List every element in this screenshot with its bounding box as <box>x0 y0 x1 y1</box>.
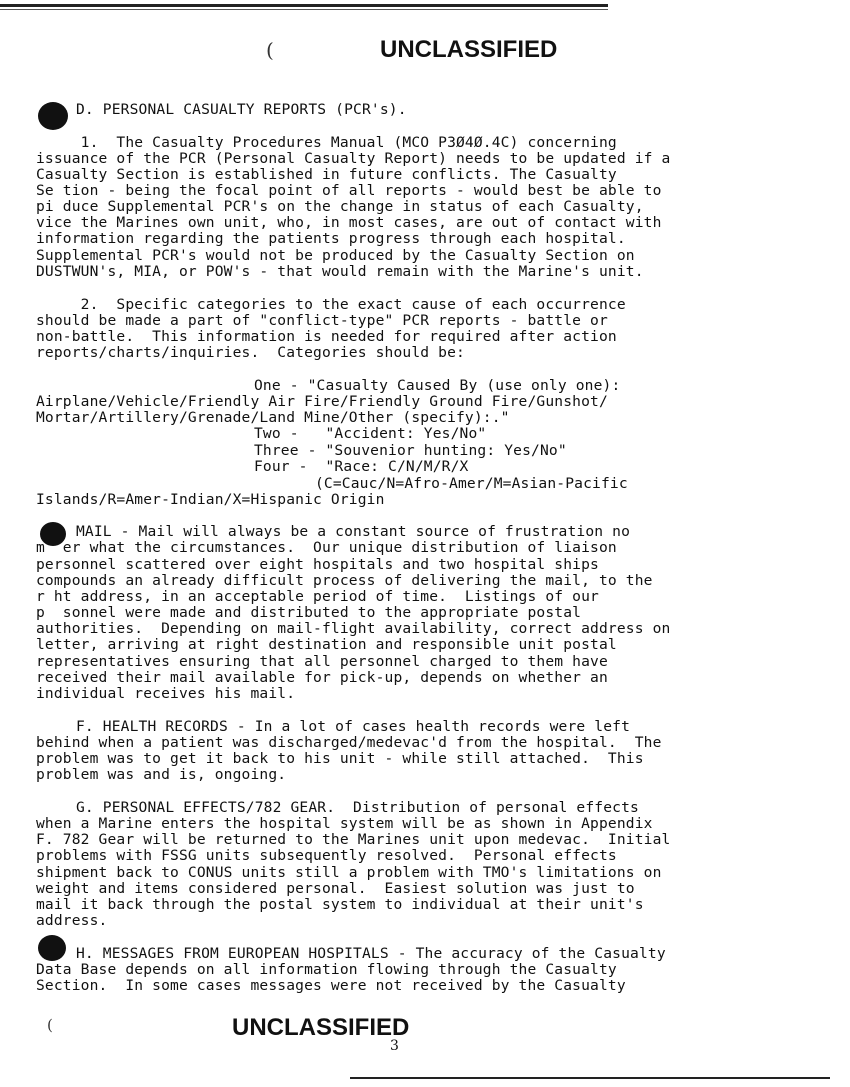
text-line: vice the Marines own unit, who, in most cases, are out of contact with <box>36 214 662 231</box>
text-line: F. 782 Gear will be returned to the Marines unit upon medevac. Initial <box>36 831 671 848</box>
text-line: shipment back to CONUS units still a problem with TMO's limitations on <box>36 864 662 881</box>
text-line: when a Marine enters the hospital system will be as shown in Appendix <box>36 815 653 832</box>
text-line: problems with FSSG units subsequently resolved. Personal effects <box>36 847 617 864</box>
text-line: information regarding the patients progress through each hospital. <box>36 230 626 247</box>
text-line: letter, arriving at right destination and responsible unit postal <box>36 636 617 653</box>
text-line: Supplemental PCR's would not be produced by the Casualty Section on <box>36 247 635 264</box>
text-line: authorities. Depending on mail-flight availability, correct address on <box>36 620 671 637</box>
text-line: Casualty Section is established in future conflicts. The Casualty <box>36 166 617 183</box>
text-line: H. MESSAGES FROM EUROPEAN HOSPITALS - The accuracy of the Casualty <box>76 945 666 962</box>
text-line: DUSTWUN's, MIA, or POW's - that would remain with the Marine's unit. <box>36 263 644 280</box>
punch-hole <box>38 935 66 961</box>
text-line: behind when a patient was discharged/medevac'd from the hospital. The <box>36 734 662 751</box>
text-line: (C=Cauc/N=Afro-Amer/M=Asian-Pacific <box>315 475 628 492</box>
text-line: Section. In some cases messages were not received by the Casualty <box>36 977 626 994</box>
punch-hole <box>38 102 68 130</box>
text-line: MAIL - Mail will always be a constant source of frustration no <box>76 523 631 540</box>
bottom-rule <box>350 1077 830 1079</box>
text-line: G. PERSONAL EFFECTS/782 GEAR. Distribution of personal effects <box>76 799 639 816</box>
classification-header: UNCLASSIFIED <box>380 36 558 63</box>
text-line: address. <box>36 912 108 929</box>
text-line: Airplane/Vehicle/Friendly Air Fire/Friendly Ground Fire/Gunshot/ <box>36 393 608 410</box>
classification-footer: UNCLASSIFIED <box>232 1014 410 1041</box>
text-line: reports/charts/inquiries. Categories should be: <box>36 344 465 361</box>
text-line: received their mail available for pick-up, depends on whether an <box>36 669 608 686</box>
text-line: Islands/R=Amer-Indian/X=Hispanic Origin <box>36 491 385 508</box>
text-line: Three - "Souvenior hunting: Yes/No" <box>254 442 567 459</box>
text-line: representatives ensuring that all personnel charged to them have <box>36 653 608 670</box>
text-line: individual receives his mail. <box>36 685 296 702</box>
text-line: issuance of the PCR (Personal Casualty Report) needs to be updated if a <box>36 150 671 167</box>
text-line: r ht address, in an acceptable period of time. Listings of our <box>36 588 599 605</box>
text-line: problem was and is, ongoing. <box>36 766 287 783</box>
text-line: Two - "Accident: Yes/No" <box>254 425 487 442</box>
text-line: p sonnel were made and distributed to the appropriate postal <box>36 604 582 621</box>
scan-mark: ( <box>266 38 274 62</box>
text-line: Se tion - being the focal point of all reports - would best be able to <box>36 182 662 199</box>
scan-mark: ( <box>47 1016 53 1034</box>
text-line: Data Base depends on all information flowing through the Casualty <box>36 961 617 978</box>
text-line: non-battle. This information is needed for required after action <box>36 328 617 345</box>
text-line: compounds an already difficult process of delivering the mail, to the <box>36 572 653 589</box>
text-line: One - "Casualty Caused By (use only one): <box>254 377 621 394</box>
text-line: 1. The Casualty Procedures Manual (MCO P3Ø4Ø.4C) concerning <box>36 134 617 151</box>
text-line: mail it back through the postal system to individual at their unit's <box>36 896 644 913</box>
top-rule-thin <box>0 9 608 10</box>
text-line: 2. Specific categories to the exact cause of each occurrence <box>36 296 626 313</box>
text-line: D. PERSONAL CASUALTY REPORTS (PCR's). <box>76 101 407 118</box>
text-line: F. HEALTH RECORDS - In a lot of cases health records were left <box>76 718 631 735</box>
text-line: Four - "Race: C/N/M/R/X <box>254 458 469 475</box>
text-line: should be made a part of "conflict-type" PCR reports - battle or <box>36 312 608 329</box>
text-line: Mortar/Artillery/Grenade/Land Mine/Other (specify):." <box>36 409 510 426</box>
text-line: pi duce Supplemental PCR's on the change in status of each Casualty, <box>36 198 644 215</box>
text-line: m er what the circumstances. Our unique distribution of liaison <box>36 539 617 556</box>
page-number: 3 <box>390 1038 399 1054</box>
text-line: personnel scattered over eight hospitals and two hospital ships <box>36 556 599 573</box>
text-line: problem was to get it back to his unit - while still attached. This <box>36 750 644 767</box>
text-line: weight and items considered personal. Easiest solution was just to <box>36 880 635 897</box>
top-rule <box>0 4 608 7</box>
